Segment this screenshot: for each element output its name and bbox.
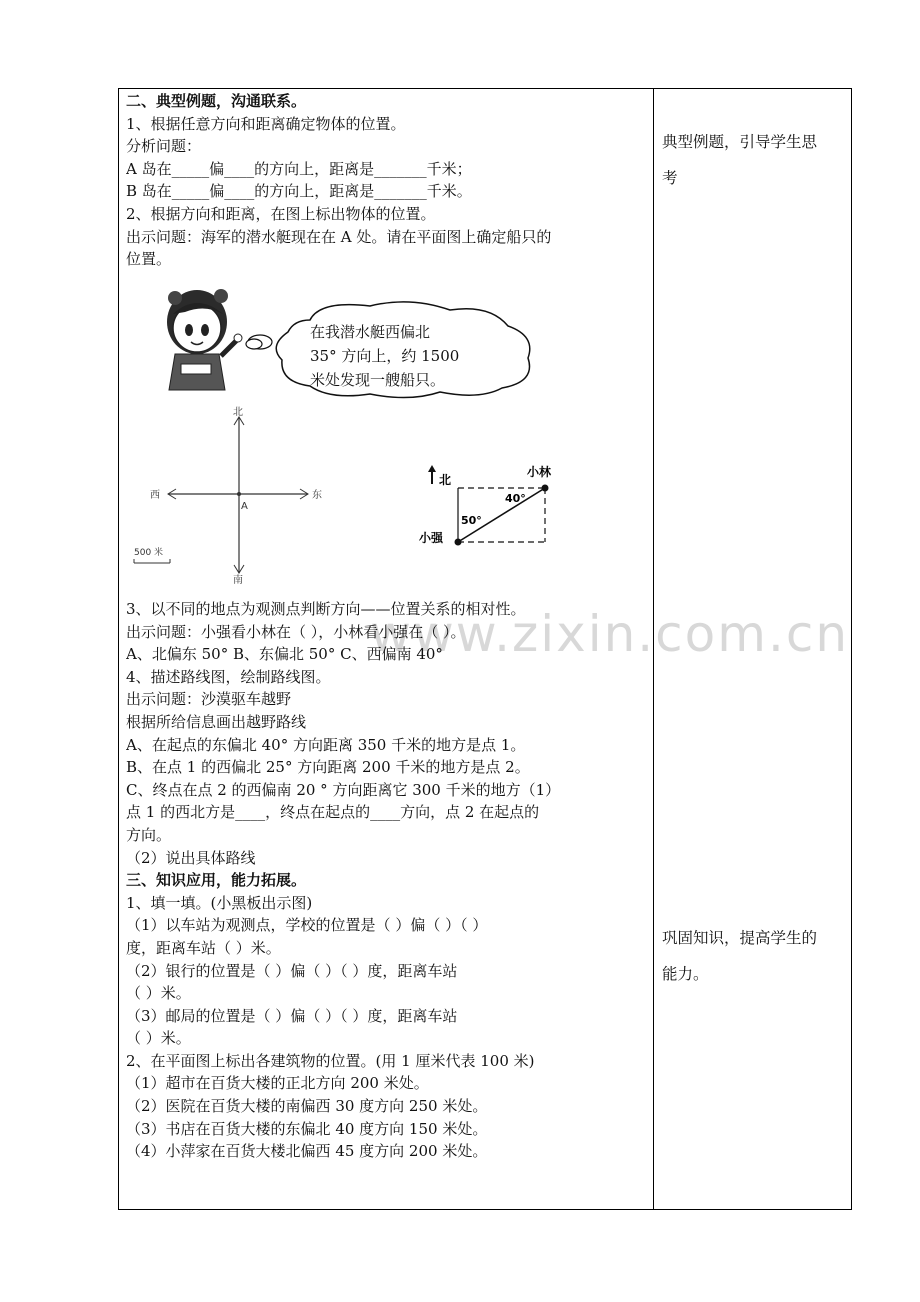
text-line: 4、描述路线图，绘制路线图。 <box>126 667 331 686</box>
text-line: B 岛在_____偏____的方向上，距离是_______千米。 <box>126 182 472 201</box>
text-line: 位置。 <box>126 250 172 269</box>
compass-north-label: 北 <box>233 407 243 418</box>
section3-heading: 三、知识应用，能力拓展。 <box>126 871 307 890</box>
xiaoqiang-label: 小强 <box>419 531 444 545</box>
text-line: 点 1 的西北方是____，终点在起点的____方向，点 2 在起点的 <box>126 803 540 822</box>
angle-50-label: 50° <box>461 514 482 527</box>
text-line: C、终点在点 2 的西偏南 20 ° 方向距离它 300 千米的地方（1） <box>126 780 561 799</box>
girl-illustration <box>145 284 245 396</box>
speech-line: 35° 方向上，约 1500 <box>310 347 460 365</box>
text-line: （ ）米。 <box>126 984 191 1003</box>
side-note-line: 考 <box>662 169 678 187</box>
text-line: （2）医院在百货大楼的南偏西 30 度方向 250 米处。 <box>126 1097 488 1116</box>
scale-label: 500 米 <box>134 548 164 558</box>
compass-diagram <box>130 405 340 585</box>
diagram-north-label: 北 <box>439 473 452 487</box>
speech-text <box>310 320 490 392</box>
text-line: 1、填一填。(小黑板出示图) <box>126 893 313 912</box>
text-line: 出示问题：海军的潜水艇现在在 A 处。请在平面图上确定船只的 <box>126 227 552 246</box>
section2-heading: 二、典型例题，沟通联系。 <box>126 92 307 110</box>
text-line: （3）邮局的位置是（ ）偏（ ）（ ）度，距离车站 <box>126 1006 458 1025</box>
section2b-block <box>126 598 648 1163</box>
text-line: 2、在平面图上标出各建筑物的位置。(用 1 厘米代表 100 米) <box>126 1051 535 1070</box>
text-line: 2、根据方向和距离，在图上标出物体的位置。 <box>126 204 436 223</box>
text-line: 3、以不同的地点为观测点判断方向——位置关系的相对性。 <box>126 600 526 618</box>
text-line: A、北偏东 50° B、东偏北 50° C、西偏南 40° <box>126 645 443 664</box>
section2-block <box>126 90 648 271</box>
compass-west-label: 西 <box>150 490 160 501</box>
side-note-examples <box>662 124 847 196</box>
text-line: A、在起点的东偏北 40° 方向距离 350 千米的地方是点 1。 <box>126 735 526 754</box>
text-line: A 岛在_____偏____的方向上，距离是_______千米； <box>126 159 472 178</box>
text-line: 1、根据任意方向和距离确定物体的位置。 <box>126 114 406 133</box>
text-line: 根据所给信息画出越野路线 <box>126 712 307 731</box>
text-line: 出示问题：小强看小林在（ ），小林看小强在（ ）。 <box>126 622 466 641</box>
text-line: （2）银行的位置是（ ）偏（ ）（ ）度，距离车站 <box>126 961 458 980</box>
text-line: （3）书店在百货大楼的东偏北 40 度方向 150 米处。 <box>126 1119 488 1138</box>
text-line: （1）以车站为观测点，学校的位置是（ ）偏（ ）（ ） <box>126 916 488 935</box>
compass-origin-label: A <box>241 501 248 512</box>
direction-diagram <box>415 460 555 552</box>
text-line: （1）超市在百货大楼的正北方向 200 米处。 <box>126 1074 429 1093</box>
side-note-practice <box>662 920 847 992</box>
text-line: （4）小萍家在百货大楼北偏西 45 度方向 200 米处。 <box>126 1142 488 1161</box>
text-line: B、在点 1 的西偏北 25° 方向距离 200 千米的地方是点 2。 <box>126 758 530 777</box>
text-line: （ ）米。 <box>126 1029 191 1048</box>
watermark: www.zixin.com.cn <box>370 605 850 663</box>
compass-east-label: 东 <box>312 490 322 501</box>
text-line: 出示问题：沙漠驱车越野 <box>126 690 292 709</box>
side-note-line: 巩固知识，提高学生的 <box>662 929 818 947</box>
xiaolin-label: 小林 <box>527 465 552 479</box>
side-note-line: 能力。 <box>662 965 709 983</box>
text-line: 方向。 <box>126 825 172 844</box>
compass-south-label: 南 <box>233 575 243 585</box>
angle-40-label: 40° <box>505 492 526 505</box>
speech-line: 在我潜水艇西偏北 <box>310 323 431 341</box>
text-line: 度，距离车站（ ）米。 <box>126 938 281 957</box>
speech-line: 米处发现一艘船只。 <box>310 371 446 389</box>
side-note-line: 典型例题，引导学生思 <box>662 133 818 151</box>
text-line: 分析问题： <box>126 137 202 156</box>
text-line: （2）说出具体路线 <box>126 848 256 867</box>
